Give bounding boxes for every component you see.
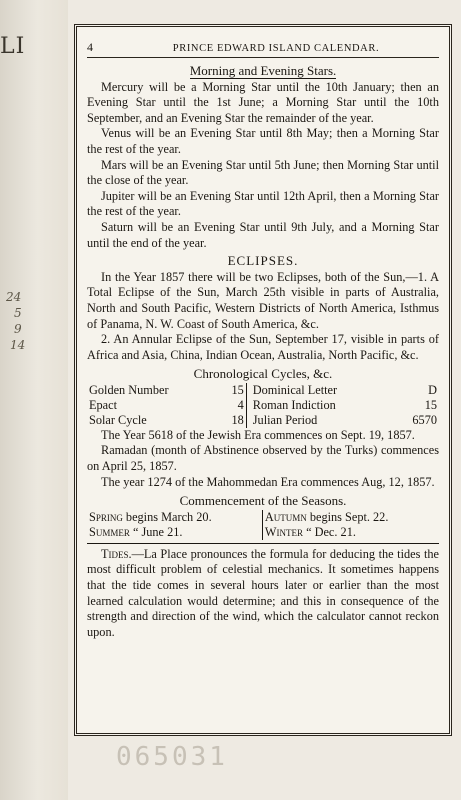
page-number: 4 — [87, 40, 94, 54]
paragraph: Mars will be an Evening Star until 5th June; then Morning Star until the close of the year. — [87, 157, 439, 188]
tides-paragraph — [87, 543, 439, 641]
season-name: Spring — [89, 509, 123, 524]
season-name: Autumn — [264, 509, 307, 524]
table-row — [87, 525, 439, 540]
adjacent-page-edge — [0, 0, 68, 800]
handwritten-mark: 9 — [14, 322, 22, 336]
cycle-value: D — [428, 382, 437, 397]
tides-lead: Tides. — [101, 546, 132, 561]
cycle-label: Dominical Letter — [246, 383, 393, 398]
table-row — [87, 413, 439, 428]
paragraph: The year 1274 of the Mahommedan Era commences Aug, 12, 1857. — [101, 474, 435, 489]
season-date: “ Dec. 21. — [306, 524, 356, 539]
season-date: begins Sept. 22. — [309, 509, 389, 524]
paragraph: Saturn will be an Evening Star until 9th July, and a Morning Star until the end of the year. — [87, 219, 439, 250]
cycle-value: 18 — [231, 412, 244, 427]
paragraph: Jupiter will be an Evening Star until 12th April, then a Morning Star the rest of the year. — [87, 188, 439, 219]
running-title: PRINCE EDWARD ISLAND CALENDAR. — [172, 43, 380, 54]
cycle-label: Roman Indiction — [246, 398, 393, 413]
table-row — [87, 383, 439, 398]
season-date: “ June 21. — [132, 524, 183, 539]
cycle-label: Solar Cycle — [89, 412, 147, 427]
seasons-table — [87, 510, 439, 540]
handwritten-mark: 14 — [10, 338, 26, 352]
paragraph: 2. An Annular Eclipse of the Sun, September 17, visible in parts of Africa and Asia, China, Indian Ocean, Australia, North Pacific, &c. — [87, 332, 439, 362]
table-row — [87, 398, 439, 413]
calendar-page — [74, 24, 452, 736]
cycle-label: Epact — [89, 397, 117, 412]
cycle-value: 4 — [237, 397, 244, 412]
paragraph: Ramadan (month of Abstinence observed by the Turks) commences on April 25, 1857. — [87, 443, 439, 474]
section-heading-seasons: Commencement of the Seasons. — [179, 493, 347, 509]
paragraph: In the Year 1857 there will be two Eclipses, both of the Sun,—1. A Total Eclipse of the Sun, March 25th visible in parts of Australia, North and South Pacific, Western Districts of North America, Isthmus of Panama, N. W. Coast of South America, &c. — [87, 269, 439, 331]
handwritten-mark: 5 — [14, 306, 22, 320]
cycle-value: 15 — [231, 382, 244, 397]
season-date: begins March 20. — [125, 509, 212, 524]
table-row — [87, 510, 439, 525]
section-heading-cycles: Chronological Cycles, &c. — [193, 366, 333, 382]
season-name: Summer — [89, 524, 130, 539]
cycle-value: 15 — [424, 397, 437, 412]
section-heading-stars: Morning and Evening Stars. — [189, 63, 337, 78]
cycles-table — [87, 383, 439, 428]
cycle-label: Golden Number — [89, 382, 169, 397]
cycle-value: 6570 — [412, 412, 437, 427]
section-heading-eclipses: ECLIPSES. — [227, 253, 299, 269]
season-name: Winter — [264, 524, 303, 539]
paragraph: Mercury will be a Morning Star until the 10th January; then an Evening Star until the 1st June; a Morning Star until the 10th September, and an Evening Star the remainder of the year. — [87, 79, 439, 125]
adjacent-page-fragment: LI — [0, 34, 26, 59]
running-header — [87, 35, 439, 58]
tides-text: —La Place pronounces the formula for deducing the tides the most difficult problem of celestial mechanics. It sometimes happens that the tide comes in several hours later or earlier than the most learned calculation would determine; and this in consequence of the strength and direction of the wind, which the calculator cannot reckon upon. — [87, 546, 439, 639]
page-content — [87, 61, 439, 727]
cycle-label: Julian Period — [246, 413, 393, 428]
paragraph: The Year 5618 of the Jewish Era commences on Sept. 19, 1857. — [101, 427, 415, 442]
handwritten-mark: 24 — [6, 290, 22, 304]
paragraph: Venus will be an Evening Star until 8th May; then a Morning Star the rest of the year. — [87, 126, 439, 156]
accession-stamp: 065031 — [116, 742, 228, 772]
